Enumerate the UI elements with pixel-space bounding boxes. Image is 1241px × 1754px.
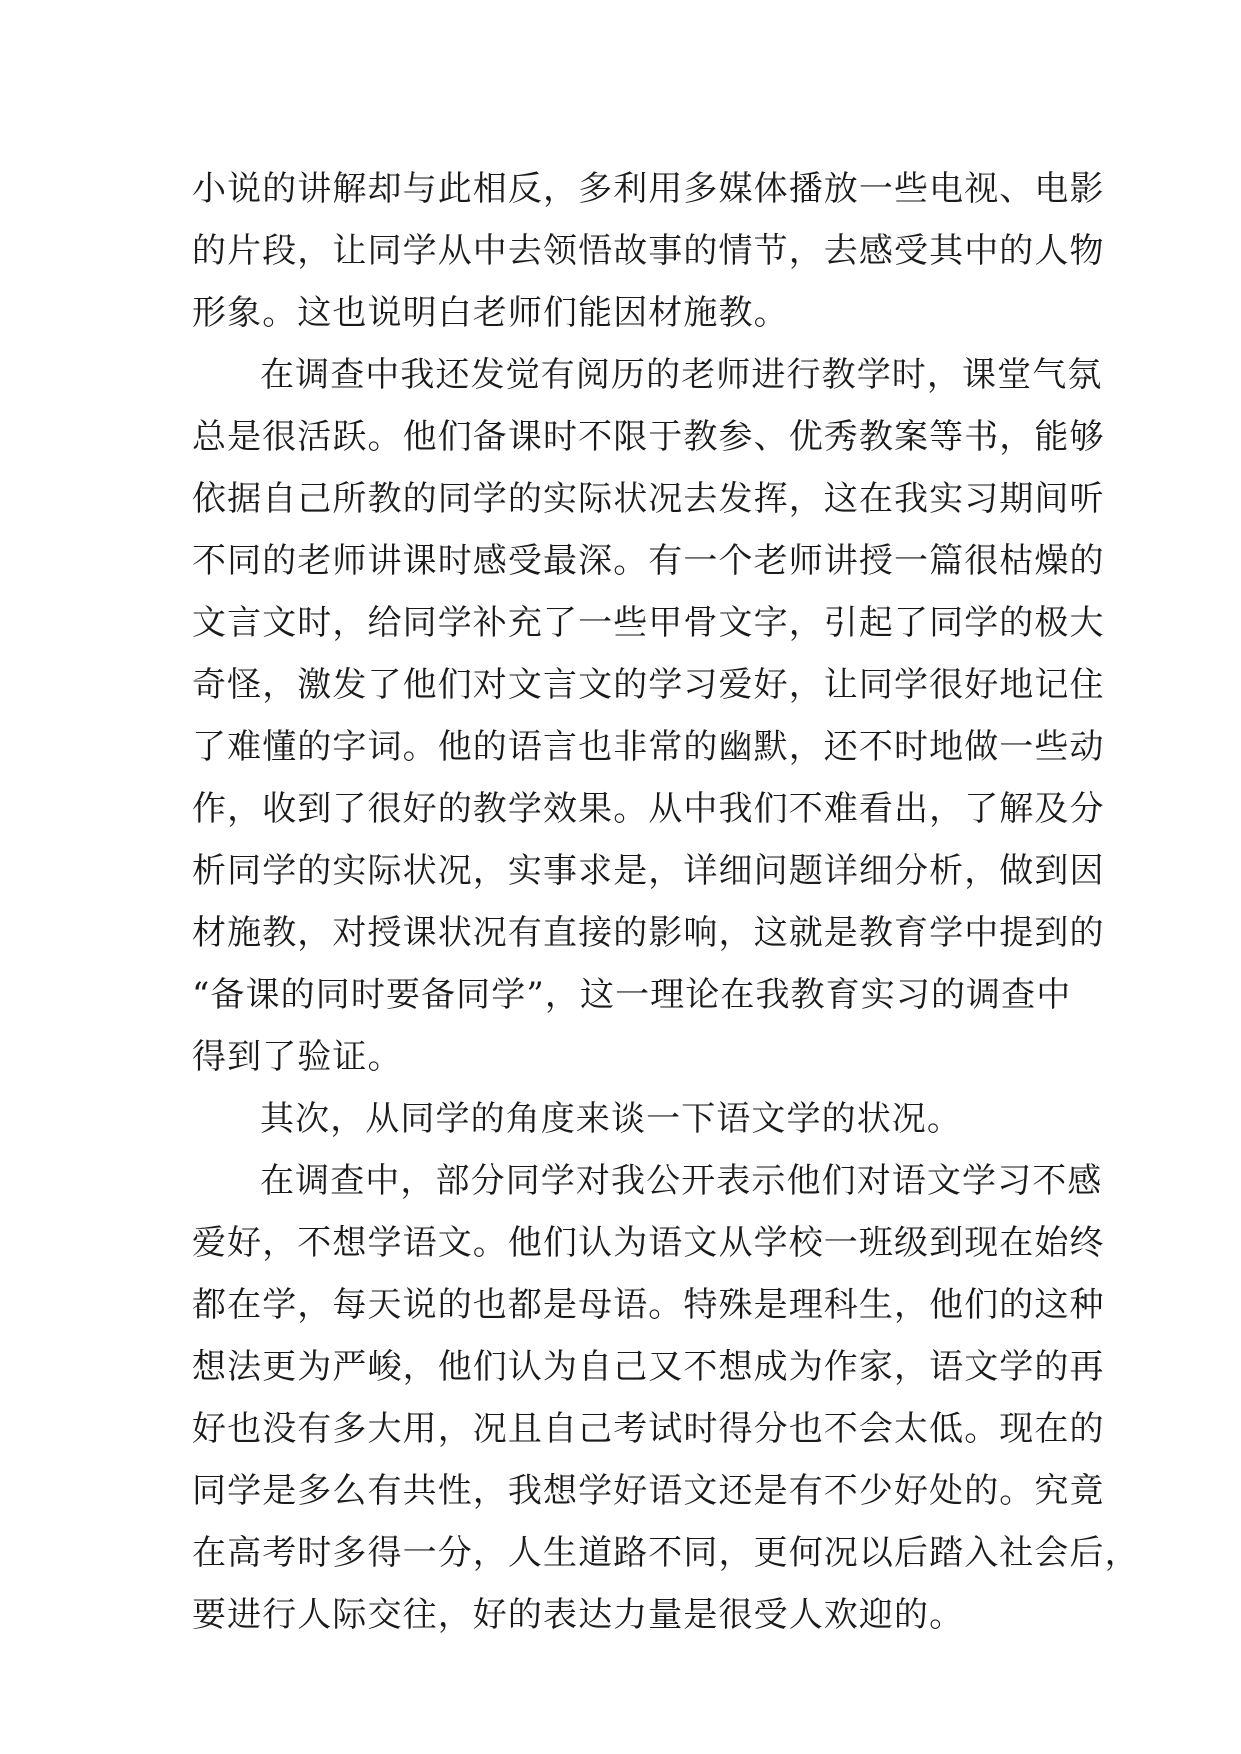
text-line: 依据自己所教的同学的实际状况去发挥，这在我实习期间听 xyxy=(192,479,1105,519)
text-line: 文言文时，给同学补充了一些甲骨文字，引起了同学的极大 xyxy=(192,603,1105,643)
text-line: 小说的讲解却与此相反，多利用多媒体播放一些电视、电影 xyxy=(192,169,1105,209)
text-line: 得到了验证。 xyxy=(192,1037,403,1077)
document-body xyxy=(192,158,1140,1646)
text-line: 想法更为严峻，他们认为自己又不想成为作家，语文学的再 xyxy=(192,1347,1105,1387)
text-line: “备课的同时要备同学”，这一理论在我教育实习的调查中 xyxy=(192,975,1072,1015)
text-line: 都在学，每天说的也都是母语。特殊是理科生，他们的这种 xyxy=(192,1285,1105,1325)
paragraph xyxy=(192,158,1105,344)
paragraph xyxy=(192,1150,1140,1646)
text-line: 材施教，对授课状况有直接的影响，这就是教育学中提到的 xyxy=(192,913,1105,953)
text-line: 在调查中，部分同学对我公开表示他们对语文学习不感 xyxy=(260,1161,1103,1201)
text-line: 同学是多么有共性，我想学好语文还是有不少好处的。究竟 xyxy=(192,1471,1105,1511)
text-line: 其次，从同学的角度来谈一下语文学的状况。 xyxy=(260,1099,962,1139)
text-line: 总是很活跃。他们备课时不限于教参、优秀教案等书，能够 xyxy=(192,417,1105,457)
text-line: 的片段，让同学从中去领悟故事的情节，去感受其中的人物 xyxy=(192,231,1105,271)
text-line: 在高考时多得一分，人生道路不同，更何况以后踏入社会后， xyxy=(192,1533,1140,1573)
paragraph xyxy=(192,1088,1052,1150)
text-line: 不同的老师讲课时感受最深。有一个老师讲授一篇很枯燥的 xyxy=(192,541,1105,581)
paragraph xyxy=(192,344,1105,1088)
text-line: 好也没有多大用，况且自己考试时得分也不会太低。现在的 xyxy=(192,1409,1105,1449)
text-line: 要进行人际交往，好的表达力量是很受人欢迎的。 xyxy=(192,1595,965,1635)
text-line: 了难懂的字词。他的语言也非常的幽默，还不时地做一些动 xyxy=(192,727,1105,767)
text-line: 在调查中我还发觉有阅历的老师进行教学时，课堂气氛 xyxy=(260,355,1103,395)
text-line: 作，收到了很好的教学效果。从中我们不难看出，了解及分 xyxy=(192,789,1105,829)
text-line: 爱好，不想学语文。他们认为语文从学校一班级到现在始终 xyxy=(192,1223,1105,1263)
text-line: 析同学的实际状况，实事求是，详细问题详细分析，做到因 xyxy=(192,851,1105,891)
text-line: 形象。这也说明白老师们能因材施教。 xyxy=(192,293,789,333)
text-line: 奇怪，激发了他们对文言文的学习爱好，让同学很好地记住 xyxy=(192,665,1105,705)
